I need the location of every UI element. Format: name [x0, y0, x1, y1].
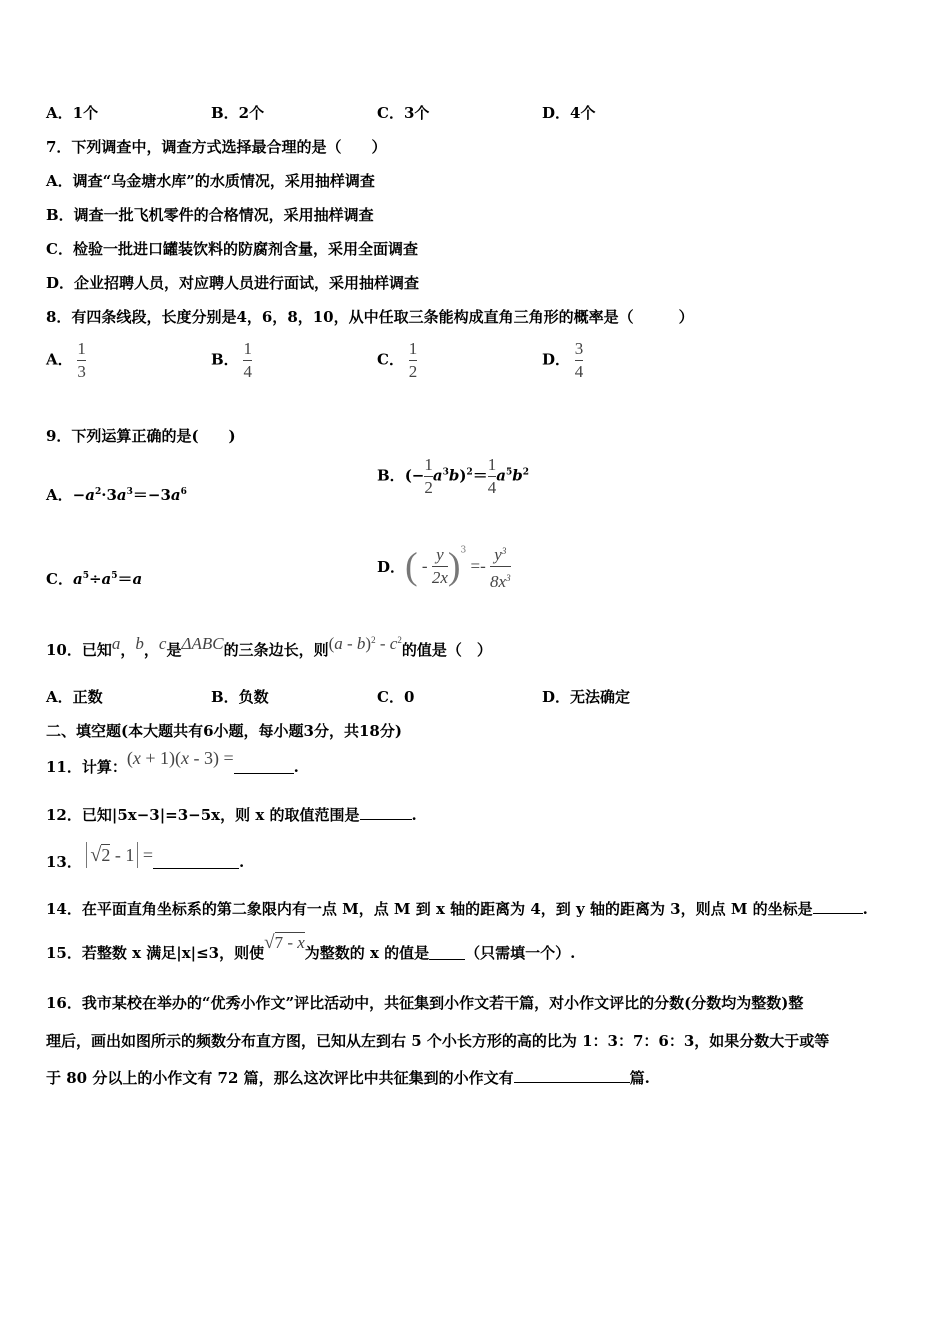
q9-option-b: B．(− $\frac{1}{2}$ $a^3b)^2=$ $\frac{1}{4}$ $a^5b^2$ — [377, 455, 530, 497]
q8-option-d — [542, 340, 583, 381]
q8-d-fraction: $\frac{3}{4}$ — [574, 339, 584, 381]
q11: 11．计算：(x + 1)(x - 3) = . — [46, 748, 299, 776]
section-2-heading: 二、填空题(本大题共有6小题，每小题3分，共18分) — [46, 722, 402, 740]
q8-stem: 8．有四条线段，长度分别是4，6，8，10，从中任取三条能构成直角三角形的概率是（ ） — [46, 308, 694, 326]
q7-option-c: C．检验一批进口罐装饮料的防腐剂含量，采用全面调查 — [46, 240, 418, 258]
q8-d-label: D． — [542, 350, 571, 369]
q10-option-a: A．正数 — [46, 688, 103, 706]
q13: 13． √2 - 1 = . — [46, 844, 245, 871]
q16-line-2: 理后，画出如图所示的频数分布直方图，已知从左到右 5 个小长方形的高的比为 1：3：7：6：3，如果分数大于或等 — [46, 1032, 830, 1050]
q16-line-3: 于 80 分以上的小作文有 72 篇，那么这次评比中共征集到的小作文有 篇. — [46, 1069, 650, 1087]
q9-option-c: C．$a^5\div a^5=a$ — [46, 570, 143, 588]
q9-d-fraction-1: $\frac{y}{2x}$ — [431, 545, 448, 587]
q8-a-fraction: $\frac{1}{3}$ — [77, 339, 86, 381]
q8-b-fraction: $\frac{1}{4}$ — [243, 339, 252, 381]
q8-a-label: A． — [46, 350, 73, 369]
q6-option-b: B．2个 — [211, 104, 265, 122]
q9-stem: 9．下列运算正确的是( ) — [46, 427, 236, 445]
q15: 15．若整数 x 满足|x|≤3，则使√7 - x为整数的 x 的值是 （只需填一个）. — [46, 932, 576, 962]
q10-option-b: B．负数 — [211, 688, 269, 706]
q6-option-c: C．3个 — [377, 104, 430, 122]
q16-line-1: 16．我市某校在举办的“优秀小作文”评比活动中，共征集到小作文若干篇，对小作文评比的分数(分数均为整数)整 — [46, 994, 804, 1012]
q9-option-a: A．$-a^2\cdot 3a^3=-3a^6$ — [46, 486, 187, 504]
q14: 14．在平面直角坐标系的第二象限内有一点 M，点 M 到 x 轴的距离为 4，到 y 轴的距离为 3，则点 M 的坐标是 . — [46, 900, 868, 918]
q8-option-c — [377, 340, 417, 381]
q10-stem: 10．已知a，b，c是ΔABC的三条边长，则$(a - b)^2 - c^2$的值是（ ） — [46, 634, 492, 659]
q12: 12．已知|5x−3|=3−5x，则 x 的取值范围是 . — [46, 806, 417, 824]
q8-option-b — [211, 340, 252, 381]
q10-option-d: D．无法确定 — [542, 688, 631, 706]
q7-option-d: D．企业招聘人员，对应聘人员进行面试，采用抽样调查 — [46, 274, 420, 292]
q8-option-a — [46, 340, 86, 381]
q8-b-label: B． — [211, 350, 239, 369]
q9-b-fraction-1: $\frac{1}{2}$ — [424, 455, 433, 497]
q9-b-fraction-2: $\frac{1}{4}$ — [487, 455, 497, 497]
q9-option-d: D．( - $\frac{y}{2x}$ )$^3$ =- $\frac{y^3}{8x^3}$ — [377, 542, 511, 591]
q7-option-a: A．调查“乌金塘水库”的水质情况，采用抽样调查 — [46, 172, 375, 190]
q7-stem: 7．下列调查中，调查方式选择最合理的是（ ） — [46, 138, 387, 156]
q8-c-label: C． — [377, 350, 404, 369]
q7-option-b: B．调查一批飞机零件的合格情况，采用抽样调查 — [46, 206, 374, 224]
q10-option-c: C．0 — [377, 688, 415, 706]
q6-option-a: A．1个 — [46, 104, 99, 122]
q8-c-fraction: $\frac{1}{2}$ — [408, 339, 418, 381]
q9-d-fraction-2: $\frac{y^3}{8x^3}$ — [490, 545, 511, 591]
q6-option-d: D．4个 — [542, 104, 596, 122]
